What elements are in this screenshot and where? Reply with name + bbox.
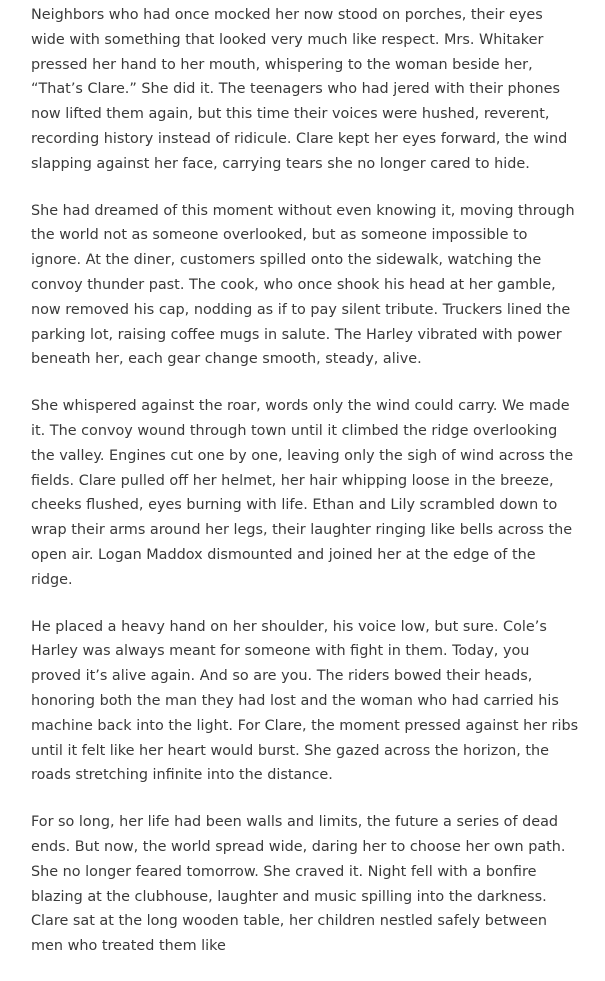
- paragraph: Neighbors who had once mocked her now stood on porches, their eyes wide with something that looked very much like respect. Mrs. Whitaker pressed her hand to her mouth, whispering to the woman beside her, “That’s Clare.” She did it. The teenagers who had jered with their phones now lifted them again, but this time their voices were hushed, reverent, recording history instead of ridicule. Clare kept her eyes forward, the wind slapping against her face, carrying tears she no longer cared to hide.: [31, 7, 568, 172]
- article-body: [31, 3, 581, 981]
- paragraph: She whispered against the roar, words only the wind could carry. We made it. The convoy wound through town until it climbed the ridge overlooking the valley. Engines cut one by one, leaving only the sigh of wind across the fields. Clare pulled off her helmet, her hair whipping loose in the breeze, cheeks flushed, eyes burning with life. Ethan and Lily scrambled down to wrap their arms around her legs, their laughter ringing like bells across the open air. Logan Maddox dismounted and joined her at the edge of the ridge.: [31, 398, 574, 588]
- paragraph: For so long, her life had been walls and limits, the future a series of dead ends. But now, the world spread wide, daring her to choose her own path. She no longer feared tomorrow. She craved it. Night fell with a bonfire blazing at the clubhouse, laughter and music spilling into the darkness. Clare sat at the long wooden table, her children nestled safely between men who treated them like: [31, 814, 566, 955]
- paragraph: He placed a heavy hand on her shoulder, his voice low, but sure. Cole’s Harley was always meant for someone with fight in them. Today, you proved it’s alive again. And so are you. The riders bowed their heads, honoring both the man they had lost and the woman who had carried his machine back into the light. For Clare, the moment pressed against her ribs until it felt like her heart would burst. She gazed across the horizon, the roads stretching infinite into the distance.: [31, 618, 579, 784]
- paragraph: She had dreamed of this moment without even knowing it, moving through the world not as someone overlooked, but as someone impossible to ignore. At the diner, customers spilled onto the sidewalk, watching the convoy thunder past. The cook, who once shook his head at her gamble, now removed his cap, nodding as if to pay silent tribute. Truckers lined the parking lot, raising coffee mugs in salute. The Harley vibrated with power beneath her, each gear change smooth, steady, alive.: [31, 202, 575, 368]
